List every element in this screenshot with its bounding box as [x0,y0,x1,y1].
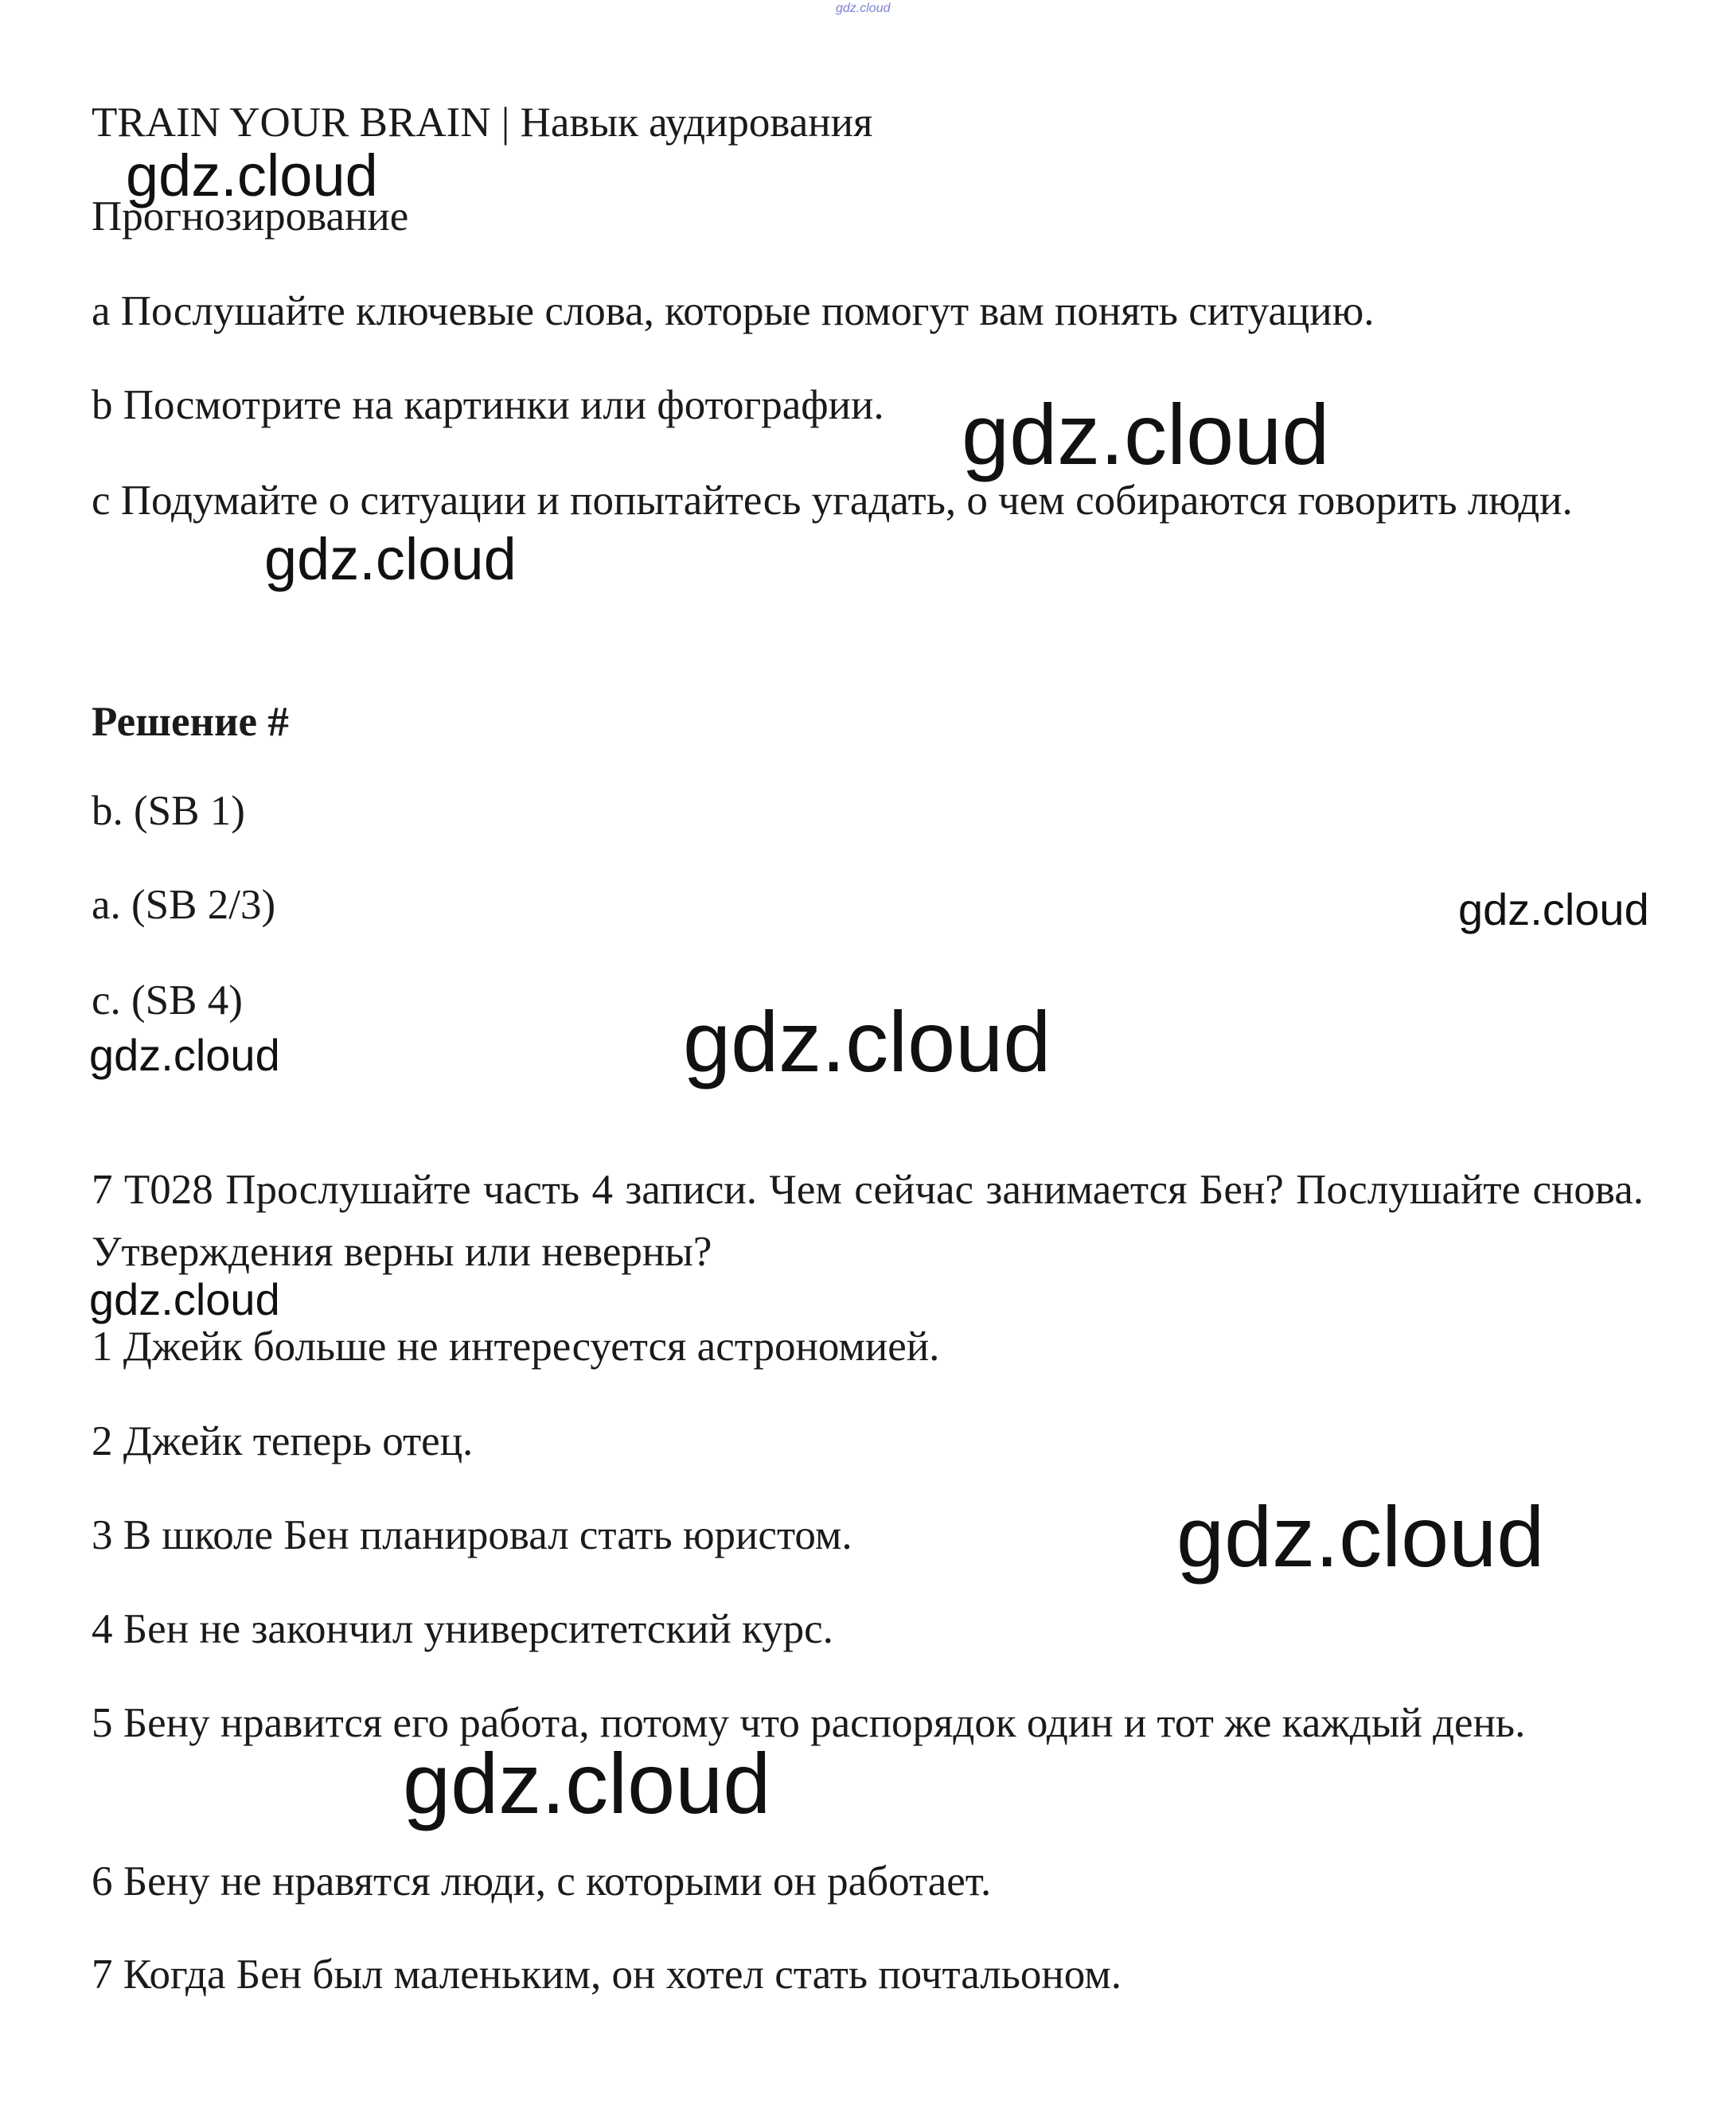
watermark: gdz.cloud [1176,1488,1545,1585]
watermark: gdz.cloud [962,386,1330,482]
watermark: gdz.cloud [89,1030,280,1080]
statement-4: 4 Бен не закончил университетский курс. [92,1606,833,1652]
statement-7: 7 Когда Бен был маленьким, он хотел стать почтальоном. [92,1951,1122,1998]
task7-instruction: 7 T028 Прослушайте часть 4 записи. Чем сейчас занимается Бен? Послушайте снова. Утверждения верны или неверны? [92,1167,1644,1275]
watermark: gdz.cloud [403,1735,771,1831]
tip-c: c Подумайте о ситуации и попытайтесь угадать, о чем собираются говорить люди. [92,478,1573,524]
statement-5: 5 Бену нравится его работа, потому что распорядок один и тот же каждый день. [92,1700,1526,1746]
answer-a: a. (SB 2/3) [92,882,276,928]
section-subtitle: Прогнозирование [92,193,409,240]
statement-2: 2 Джейк теперь отец. [92,1418,474,1464]
tip-b: b Посмотрите на картинки или фотографии. [92,382,884,428]
answer-b: b. (SB 1) [92,788,245,834]
tip-a: a Послушайте ключевые слова, которые помогут вам понять ситуацию. [92,288,1375,334]
answer-c: c. (SB 4) [92,977,243,1024]
watermark: gdz.cloud [89,1274,280,1324]
page-title: TRAIN YOUR BRAIN | Навык аудирования [92,99,873,146]
watermark: gdz.cloud [683,993,1051,1090]
watermark: gdz.cloud [1458,884,1649,934]
header-watermark: gdz.cloud [836,2,891,15]
statement-6: 6 Бену не нравятся люди, с которыми он работает. [92,1858,992,1905]
statement-3: 3 В школе Бен планировал стать юристом. [92,1512,852,1558]
watermark: gdz.cloud [264,526,517,592]
solution-heading: Решение # [92,699,289,745]
watermark: gdz.cloud [126,142,378,209]
statement-1: 1 Джейк больше не интересуется астрономией. [92,1324,940,1370]
